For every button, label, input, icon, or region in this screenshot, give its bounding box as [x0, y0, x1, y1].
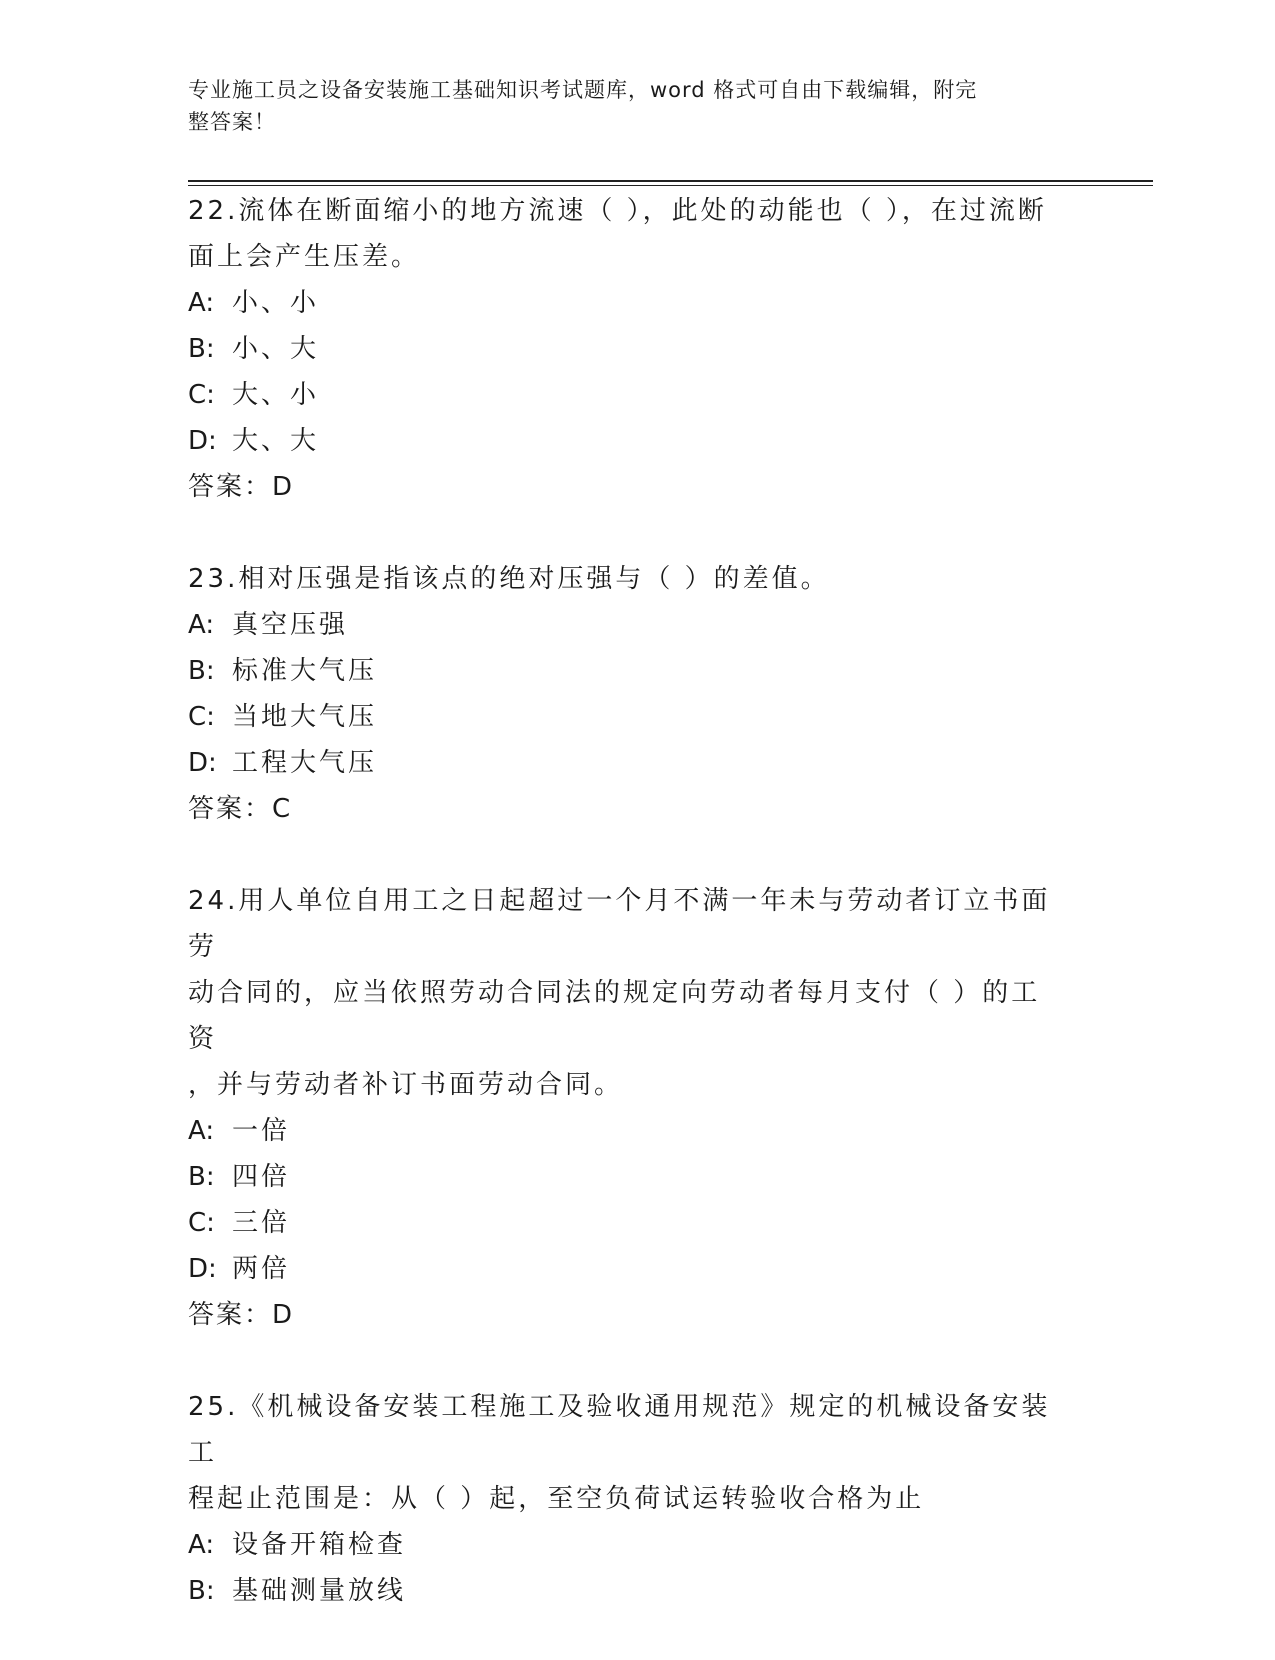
option-a — [188, 1108, 1068, 1154]
option-letter: D: — [188, 748, 217, 778]
question-22 — [188, 188, 1068, 510]
answer: 答案：D — [188, 1300, 295, 1330]
option-text: 设备开箱检查 — [232, 1530, 407, 1560]
option-b — [188, 326, 1068, 372]
option-text: 小、大 — [232, 334, 320, 364]
answer: 答案：C — [188, 794, 293, 824]
option-d — [188, 740, 1068, 786]
question-stem: 程起止范围是：从（ ）起，至空负荷试运转验收合格为止 — [188, 1484, 925, 1514]
question-stem: 24.用人单位自用工之日起超过一个月不满一年未与劳动者订立书面劳 — [188, 886, 1051, 962]
option-text: 当地大气压 — [232, 702, 378, 732]
page-header — [188, 74, 1068, 138]
question-24 — [188, 878, 1068, 1338]
header-title-line-1: 专业施工员之设备安装施工基础知识考试题库，word 格式可自由下载编辑，附完 — [188, 78, 978, 102]
option-letter: C: — [188, 1208, 215, 1238]
option-text: 工程大气压 — [232, 748, 378, 778]
option-text: 一倍 — [232, 1116, 291, 1146]
option-letter: D: — [188, 1254, 217, 1284]
option-b — [188, 1568, 1068, 1614]
question-stem: 22.流体在断面缩小的地方流速（ ），此处的动能也（ ），在过流断 — [188, 196, 1047, 226]
question-25 — [188, 1384, 1068, 1614]
question-stem: ，并与劳动者补订书面劳动合同。 — [188, 1070, 624, 1100]
option-text: 基础测量放线 — [232, 1576, 407, 1606]
option-d — [188, 1246, 1068, 1292]
question-list — [188, 188, 1068, 1660]
option-d — [188, 418, 1068, 464]
option-letter: C: — [188, 380, 215, 410]
question-stem: 23.相对压强是指该点的绝对压强与（ ）的差值。 — [188, 564, 830, 594]
option-letter: B: — [188, 1576, 215, 1606]
option-letter: A: — [188, 1530, 215, 1560]
option-b — [188, 1154, 1068, 1200]
option-text: 小、小 — [232, 288, 320, 318]
question-23 — [188, 556, 1068, 832]
question-stem: 面上会产生压差。 — [188, 242, 421, 272]
option-text: 真空压强 — [232, 610, 349, 640]
option-c — [188, 694, 1068, 740]
option-letter: B: — [188, 656, 215, 686]
option-c — [188, 372, 1068, 418]
option-text: 标准大气压 — [232, 656, 378, 686]
answer: 答案：D — [188, 472, 295, 502]
option-text: 大、小 — [232, 380, 320, 410]
option-text: 两倍 — [232, 1254, 291, 1284]
option-text: 三倍 — [232, 1208, 291, 1238]
option-letter: B: — [188, 334, 215, 364]
option-a — [188, 280, 1068, 326]
option-a — [188, 602, 1068, 648]
option-text: 大、大 — [232, 426, 320, 456]
option-c — [188, 1200, 1068, 1246]
option-b — [188, 648, 1068, 694]
option-letter: A: — [188, 1116, 215, 1146]
question-stem: 25.《机械设备安装工程施工及验收通用规范》规定的机械设备安装工 — [188, 1392, 1051, 1468]
option-letter: C: — [188, 702, 215, 732]
header-divider — [188, 180, 1153, 186]
header-title-line-2: 整答案！ — [188, 110, 276, 134]
question-stem: 动合同的，应当依照劳动合同法的规定向劳动者每月支付（ ）的工资 — [188, 978, 1041, 1054]
option-letter: D: — [188, 426, 217, 456]
option-letter: A: — [188, 288, 215, 318]
option-letter: A: — [188, 610, 215, 640]
option-text: 四倍 — [232, 1162, 291, 1192]
option-letter: B: — [188, 1162, 215, 1192]
option-a — [188, 1522, 1068, 1568]
